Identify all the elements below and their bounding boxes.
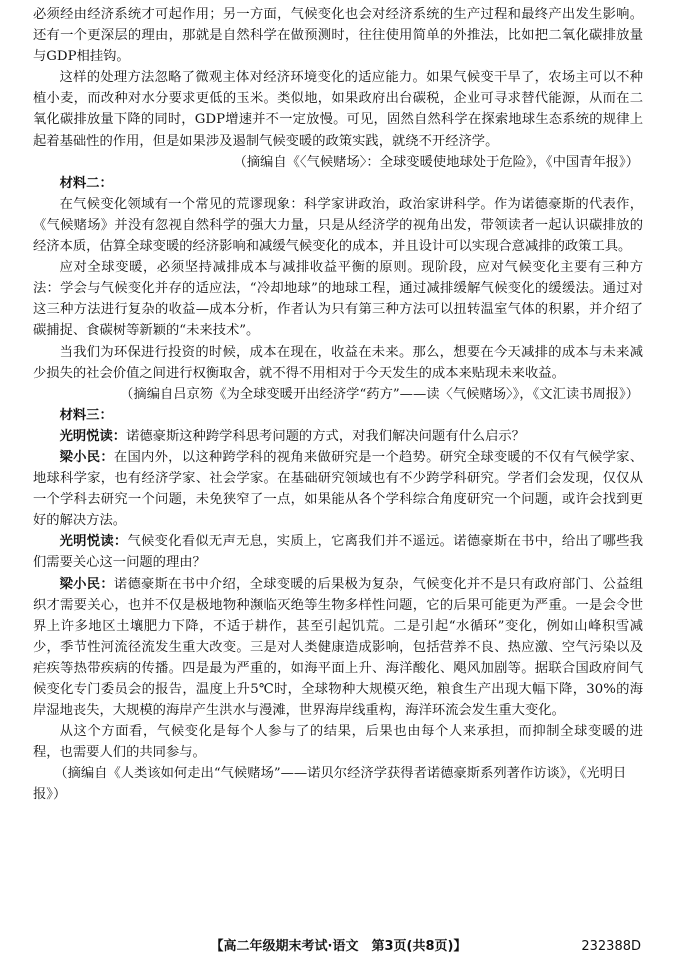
body-paragraph: 在气候变化领域有一个常见的荒谬现象：科学家讲政治，政治家讲科学。作为诺德豪斯的代表作，《气候赌场》并没有忽视自然科学的强大力量，只是从经济学的视角出发，带领读者一起认识碳排放的经济本质，估算全球变暖的经济影响和减缓气候变化的成本，并且设计可以实现合意减排的政策工具。 [33, 196, 643, 255]
interview-paragraph [33, 426, 643, 447]
footer-page-info: 【高二年级期末考试·语文 第3页(共8页)】 [210, 939, 467, 954]
speaker-text: 在国内外，以这种跨学科的视角来做研究是一个趋势。研究全球变暖的不仅有气候学家、地球科学家，也有经济学家、社会学家。在基础研究领域也有不少跨学科研究。学者们会发现，仅仅从一个学科去研究一个问题，未免狭窄了一点，如果能从各个学科综合角度研究一个问题，或许会找到更好的解决方法。 [33, 449, 643, 529]
interview-paragraph [33, 531, 643, 573]
material-heading: 材料三： [59, 407, 113, 423]
speaker-name: 光明悦读： [59, 534, 128, 550]
page-footer [0, 936, 677, 958]
speaker-name: 光明悦读： [59, 428, 127, 444]
speaker-text: 诺德豪斯在书中介绍，全球变暖的后果极为复杂，气候变化并不是只有政府部门、公益组织才需要关心，也并不仅是极地物种濒临灭绝等生物多样性问题，它的后果可能更为严重。一是会令世界上许多地区土壤肥力下降，不适于耕作，甚至引起饥荒。二是引起“水循环”变化，例如山峰积雪减少，季节性河流径流发生重大改变。三是对人类健康造成影响，包括营养不良、热应激、空气污染以及疟疾等热带疾病的传播。四是最为严重的，如海平面上升、海洋酸化、飓风加剧等。据联合国政府间气候变化专门委员会的报告，温度上升5℃时，全球物种大规模灭绝，粮食生产出现大幅下降，30%的海岸湿地丧失，大规模的海岸产生洪水与漫滩，世界海岸线重构，海洋环流会发生重大变化。 [33, 576, 643, 719]
footer-exam-code: 232388D [581, 939, 641, 954]
interview-paragraph [33, 447, 643, 531]
speaker-text: 气候变化看似无声无息，实质上，它离我们并不遥远。诺德豪斯在书中，给出了哪些我们需要关心这一问题的理由？ [33, 534, 644, 571]
body-paragraph: 必须经由经济系统才可起作用；另一方面，气候变化也会对经济系统的生产过程和最终产出发生影响。还有一个更深层的理由，那就是自然科学在做预测时，往往使用简单的外推法，比如把二氧化碳排放量与GDP相挂钩。 [33, 7, 643, 65]
source-citation: （摘编自《人类该如何走出“气候赌场”——诺贝尔经济学获得者诺德豪斯系列著作访谈》，《光明日报》） [33, 766, 627, 803]
body-paragraph: 从这个方面看，气候变化是每个人参与了的结果，后果也由每个人来承担，而抑制全球变暖的进程，也需要人们的共同参与。 [33, 724, 643, 761]
speaker-text: 诺德豪斯这种跨学科思考问题的方式，对我们解决问题有什么启示？ [126, 428, 525, 444]
source-citation: （摘编自《〈气候赌场〉：全球变暖使地球处于危险》，《中国青年报》） [233, 154, 639, 170]
interview-paragraph [33, 574, 643, 722]
body-paragraph: 这样的处理方法忽略了微观主体对经济环境变化的适应能力。如果气候变干旱了，农场主可以不种植小麦，而改种对水分要求更低的玉米。类似地，如果政府出台碳税，企业可寻求替代能源，从而在二氧化碳排放量下降的同时，GDP增速并不一定放慢。可见，固然自然科学在探索地球生态系统的规律上起着基础性的作用，但是如果涉及遏制气候变暖的政策实践，就绕不开经济学。 [33, 70, 643, 149]
body-paragraph: 应对全球变暖，必须坚持减排成本与减排收益平衡的原则。现阶段，应对气候变化主要有三种方法：学会与气候变化并存的适应法，“冷却地球”的地球工程，通过减排缓解气候变化的缓缓法。通过对这三种方法进行复杂的收益—成本分析，作者认为只有第三种方法可以扭转温室气体的积累，并介绍了碳捕捉、食碳树等新颖的“未来技术”。 [33, 260, 643, 339]
speaker-name: 梁小民： [59, 576, 114, 592]
article-body [33, 4, 643, 806]
source-citation: （摘编自吕京笏《为全球变暖开出经济学“药方”——读〈气候赌场〉》，《文汇读书周报》） [120, 386, 639, 402]
material-heading: 材料二： [59, 175, 113, 191]
speaker-name: 梁小民： [59, 449, 114, 465]
body-paragraph: 当我们为环保进行投资的时候，成本在现在，收益在未来。那么，想要在今天减排的成本与未来减少损失的社会价值之间进行权衡取舍，就不得不用相对于今天发生的成本来贴现未来收益。 [33, 344, 643, 381]
